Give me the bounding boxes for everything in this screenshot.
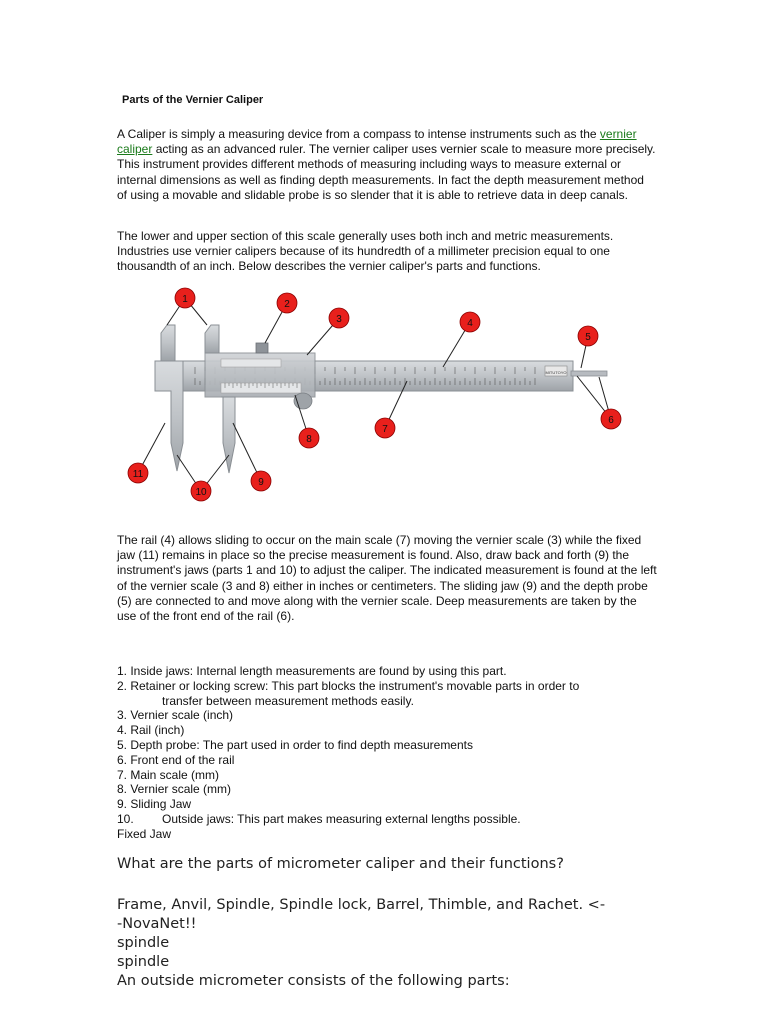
list-item: 6. Front end of the rail <box>117 752 235 767</box>
callout-7 <box>375 418 395 438</box>
fixed-inside-jaw <box>161 325 175 361</box>
answer-line: An outside micrometer consists of the following parts: <box>117 973 510 989</box>
rail-paragraph: The rail (4) allows sliding to occur on the main scale (7) moving the vernier scale (3) while the fixed jaw (11) remains in place so the precise measurement is found. Also, draw back and forth (9) the instrument's jaws (parts 1 and 10) to adjust the caliper. The indicated measurement is found at the left of the vernier scale (3 and 8) either in inches or centimeters. The sliding jaw (9) and the depth probe (5) are connected to and move along with the vernier scale. Deep measurements are taken by the use of the front end of the rail (6). <box>117 533 657 624</box>
list-text: Outside jaws: This part makes measuring external lengths possible. <box>162 811 521 826</box>
callout-8 <box>299 428 319 448</box>
brand-text: MITUTOYO <box>545 370 567 375</box>
svg-text:3: 3 <box>336 314 342 325</box>
answer-line: spindle <box>117 954 170 970</box>
svg-text:1: 1 <box>182 294 188 305</box>
list-item: 2. Retainer or locking screw: This part blocks the instrument's movable parts in order to <box>117 678 580 693</box>
svg-text:9: 9 <box>258 477 264 488</box>
callout-4 <box>460 312 480 332</box>
svg-text:5: 5 <box>585 332 591 343</box>
list-item: 3. Vernier scale (inch) <box>117 708 234 723</box>
list-item: 5. Depth probe: The part used in order to find depth measurements <box>117 737 473 752</box>
list-item: 9. Sliding Jaw <box>117 797 192 812</box>
callout-3 <box>329 308 349 328</box>
svg-text:6: 6 <box>608 415 614 426</box>
list-item-continuation: transfer between measurement methods easily. <box>162 693 414 708</box>
list-item: Fixed Jaw <box>117 826 172 841</box>
vernier-upper-window <box>221 359 281 367</box>
list-item: 1. Inside jaws: Internal length measurements are found by using this part. <box>117 664 507 678</box>
list-item: 7. Main scale (mm) <box>117 767 220 782</box>
intro-text-end: acting as an advanced ruler. The vernier caliper uses vernier scale to measure more precisely. This instrument provides different methods of measuring including ways to measure external or internal dimensions as well as finding depth measurements. In fact the depth measurement method of using a movable and slidable probe is so slender that it is able to retrieve data in deep canals. <box>117 142 656 202</box>
callout-10 <box>191 481 211 501</box>
svg-text:2: 2 <box>284 299 290 310</box>
list-item <box>117 812 677 827</box>
micrometer-question: What are the parts of micrometer caliper and their functions? <box>117 856 564 872</box>
svg-text:11: 11 <box>132 469 144 480</box>
vernier-caliper-link[interactable]: vernier caliper <box>117 127 637 157</box>
micrometer-answer <box>117 896 637 991</box>
callout-1 <box>175 288 195 308</box>
callout-11 <box>128 463 148 483</box>
answer-line: Frame, Anvil, Spindle, Spindle lock, Barrel, Thimble, and Rachet. <- <box>117 897 606 913</box>
list-number: 10. <box>117 811 134 826</box>
scale-paragraph: The lower and upper section of this scale generally uses both inch and metric measurements. Industries use vernier calipers because of its hundredth of a millimeter precision equal to one thousandth of an inch. Below describes the vernier caliper's parts and functions. <box>117 229 614 274</box>
fixed-jaw <box>155 361 183 471</box>
parts-list <box>117 664 677 842</box>
svg-text:7: 7 <box>382 424 388 435</box>
callout-6 <box>601 409 621 429</box>
answer-line: -NovaNet!! <box>117 916 197 932</box>
callout-badges <box>128 288 621 501</box>
svg-text:8: 8 <box>306 434 312 445</box>
callout-5 <box>578 326 598 346</box>
callout-9 <box>251 471 271 491</box>
caliper-illustration <box>125 283 635 513</box>
list-item: 4. Rail (inch) <box>117 723 185 738</box>
intro-paragraph <box>117 127 657 203</box>
depth-probe <box>571 371 607 376</box>
callout-2 <box>277 293 297 313</box>
list-item: 8. Vernier scale (mm) <box>117 782 232 797</box>
sliding-inside-jaw <box>205 325 219 353</box>
locking-screw <box>256 343 268 353</box>
intro-text-start: A Caliper is simply a measuring device from a compass to intense instruments such as the <box>117 127 600 141</box>
sliding-jaw <box>221 397 235 473</box>
svg-text:4: 4 <box>467 318 473 329</box>
svg-text:10: 10 <box>195 487 207 498</box>
vernier-caliper-diagram <box>125 283 635 513</box>
answer-line: spindle <box>117 935 170 951</box>
page-title: Parts of the Vernier Caliper <box>122 94 264 106</box>
